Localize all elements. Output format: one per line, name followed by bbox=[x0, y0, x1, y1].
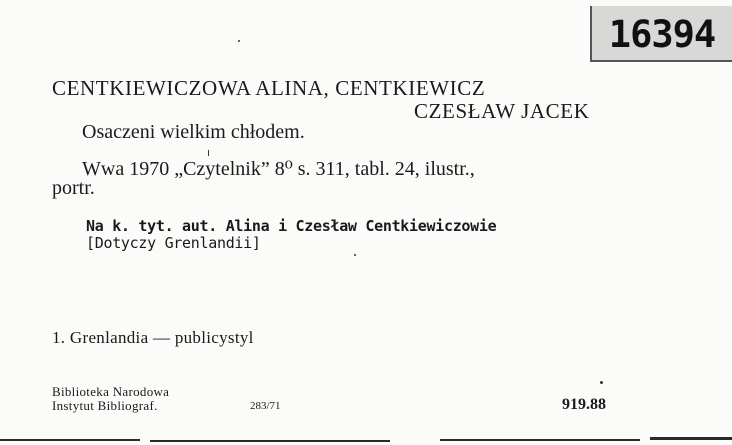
note-line-1: Na k. tyt. aut. Alina i Czesław Centkiewiczowie bbox=[86, 217, 497, 235]
author-line-2: CZESŁAW JACEK bbox=[414, 99, 590, 123]
publication-line-1: Wwa 1970 „Czytelnik” 8⁰ s. 311, tabl. 24, ilustr., bbox=[82, 158, 475, 180]
scan-speck bbox=[354, 254, 356, 256]
publication-line-2: portr. bbox=[52, 177, 95, 199]
institution-line-1: Biblioteka Narodowa bbox=[52, 384, 170, 399]
card-print-number: 283/71 bbox=[250, 400, 281, 412]
institution-line-2: Instytut Bibliograf. bbox=[52, 398, 158, 413]
subject-heading: 1. Grenlandia — publicystyl bbox=[52, 328, 254, 347]
book-title: Osaczeni wielkim chłodem. bbox=[82, 121, 305, 143]
classification-number: 919.88 bbox=[562, 396, 606, 413]
scan-speck bbox=[600, 381, 603, 384]
scan-speck bbox=[208, 150, 209, 156]
card-bottom-edge bbox=[0, 436, 732, 445]
catalog-number-label bbox=[590, 6, 732, 62]
catalog-number: 16394 bbox=[608, 13, 716, 56]
scan-speck bbox=[238, 40, 240, 42]
note-line-2: [Dotyczy Grenlandii] bbox=[86, 234, 261, 252]
author-line-1: CENTKIEWICZOWA ALINA, CENTKIEWICZ bbox=[52, 76, 486, 100]
